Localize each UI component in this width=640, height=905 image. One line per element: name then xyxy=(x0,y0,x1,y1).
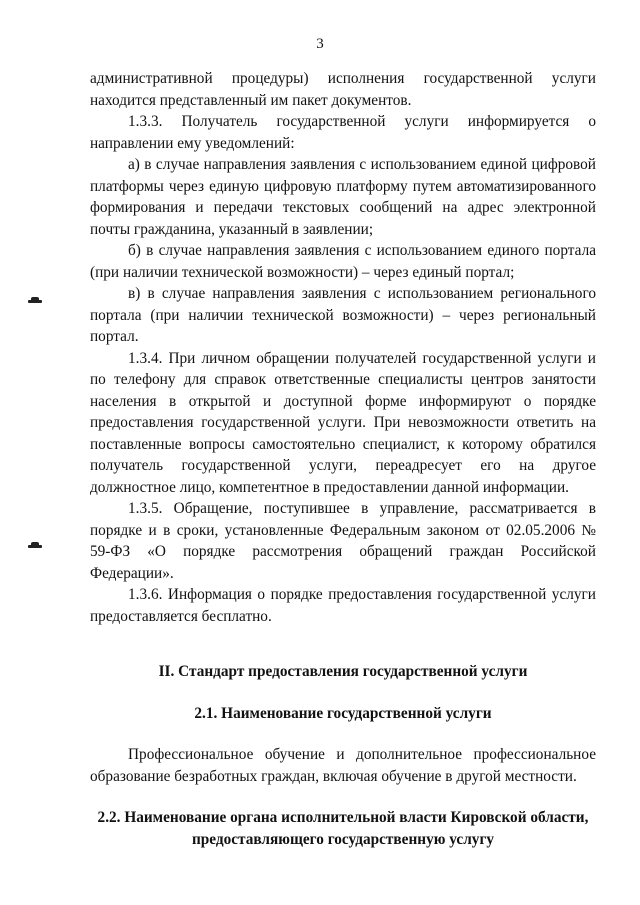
document-body xyxy=(90,68,596,850)
punch-hole-mark xyxy=(28,545,42,548)
page-number: 3 xyxy=(316,36,324,52)
subitem-a: а) в случае направления заявления с использованием единой цифровой платформы через единую цифровую платформу путем автоматизированного формирования и передачи текстовых сообщений на адрес электронной почты гражданина, указанный в заявлении; xyxy=(90,156,596,238)
service-name-text: Профессиональное обучение и дополнительное профессиональное образование безработных граждан, включая обучение в другой местности. xyxy=(90,746,596,785)
paragraph-1-3-6: 1.3.6. Информация о порядке предоставления государственной услуги предоставляется бесплатно. xyxy=(90,586,596,625)
paragraph-1-3-3: 1.3.3. Получатель государственной услуги информируется о направлении ему уведомлений: xyxy=(90,113,596,152)
punch-hole-mark xyxy=(28,300,42,303)
paragraph-continuation: административной процедуры) исполнения государственной услуги находится представленный им пакет документов. xyxy=(90,70,596,109)
subitem-b: б) в случае направления заявления с использованием единого портала (при наличии технической возможности) – через единый портал; xyxy=(90,242,596,281)
subsection-heading-2-2-line2: предоставляющего государственную услугу xyxy=(191,830,495,848)
subsection-heading-2-1: 2.1. Наименование государственной услуги xyxy=(194,704,492,722)
section-heading-2: II. Стандарт предоставления государственной услуги xyxy=(158,663,528,680)
subitem-v: в) в случае направления заявления с использованием регионального портала (при наличии технической возможности) – через региональный портал. xyxy=(90,285,596,345)
subsection-heading-2-2-line1: 2.2. Наименование органа исполнительной власти Кировской области, xyxy=(97,809,589,826)
paragraph-1-3-5: 1.3.5. Обращение, поступившее в управление, рассматривается в порядке и в сроки, установленные Федеральным законом от 02.05.2006 № 59-ФЗ «О порядке рассмотрения обращений граждан Российской Федерации». xyxy=(90,500,596,582)
paragraph-1-3-4: 1.3.4. При личном обращении получателей государственной услуги и по телефону для справок ответственные специалисты центров занятости населения в открытой и доступной форме информируют о порядке предоставления государственной услуги. При невозможности ответить на поставленные вопросы самостоятельно специалист, к которому обратился получатель государственной услуги, переадресует его на другое должностное лицо, компетентное в предоставлении данной информации. xyxy=(90,349,596,496)
